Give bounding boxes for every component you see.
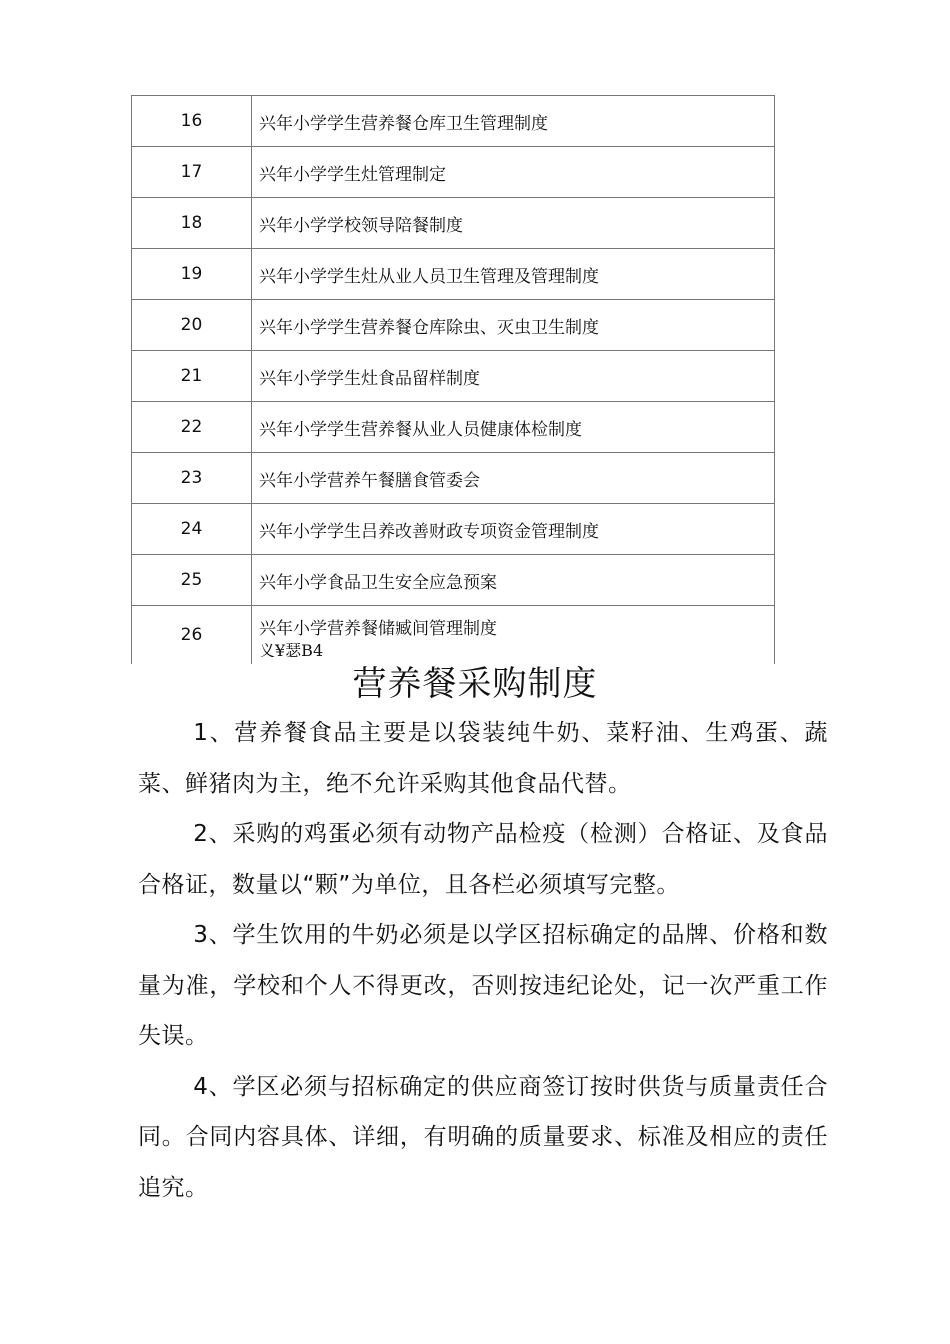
row-number: 22 xyxy=(132,402,252,453)
table-row xyxy=(132,96,775,147)
row-number: 23 xyxy=(132,453,252,504)
row-number: 19 xyxy=(132,249,252,300)
row-number: 24 xyxy=(132,504,252,555)
table-row xyxy=(132,402,775,453)
row-title: 兴年小学学生营养餐仓库除虫、灭虫卫生制度 xyxy=(252,300,775,351)
page-title: 营养餐采购制度 xyxy=(352,664,598,704)
regulation-index-table xyxy=(131,95,775,664)
row-number: 16 xyxy=(132,96,252,147)
table-row xyxy=(132,198,775,249)
paragraph: 3、学生饮用的牛奶必须是以学区招标确定的品牌、价格和数量为准，学校和个人不得更改，否则按违纪论处，记一次严重工作失误。 xyxy=(138,922,828,1049)
document-body xyxy=(138,708,828,1213)
row-number: 17 xyxy=(132,147,252,198)
row-title: 兴年小学学生灶管理制定 xyxy=(252,147,775,198)
row-number: 25 xyxy=(132,555,252,606)
paragraph: 4、学区必须与招标确定的供应商签订按时供货与质量责任合同。合同内容具体、详细，有明确的质量要求、标准及相应的责任追究。 xyxy=(138,1073,828,1201)
row-title: 兴年小学营养餐储臧间管理制度 xyxy=(259,618,497,639)
table-row xyxy=(132,453,775,504)
table-row xyxy=(132,300,775,351)
row-title: 兴年小学学生灶食品留样制度 xyxy=(252,351,775,402)
row-number: 26 xyxy=(132,606,252,665)
row-title: 兴年小学学生营养餐仓库卫生管理制度 xyxy=(252,96,775,147)
table-row xyxy=(132,351,775,402)
table-row xyxy=(132,147,775,198)
table-row xyxy=(132,504,775,555)
row-number: 18 xyxy=(132,198,252,249)
paragraph: 2、采购的鸡蛋必须有动物产品检疫（检测）合格证、及食品合格证，数量以“颗”为单位，且各栏必须填写完整。 xyxy=(138,821,828,898)
row-title: 兴年小学学生灶从业人员卫生管理及管理制度 xyxy=(252,249,775,300)
paragraph: 1、营养餐食品主要是以袋装纯牛奶、菜籽油、生鸡蛋、蔬菜、鲜猪肉为主，绝不允许采购其他食品代替。 xyxy=(138,720,828,797)
row-title: 兴年小学学校领导陪餐制度 xyxy=(252,198,775,249)
table-row xyxy=(132,555,775,606)
row-number: 21 xyxy=(132,351,252,402)
table-row xyxy=(132,249,775,300)
row-subtitle: 义¥瑟B4 xyxy=(259,642,324,657)
row-number: 20 xyxy=(132,300,252,351)
row-title: 兴年小学学生营养餐从业人员健康体检制度 xyxy=(252,402,775,453)
row-title: 兴年小学营养午餐膳食管委会 xyxy=(252,453,775,504)
row-title: 兴年小学食品卫生安全应急预案 xyxy=(252,555,775,606)
row-title: 兴年小学学生吕养改善财政专项资金管理制度 xyxy=(252,504,775,555)
